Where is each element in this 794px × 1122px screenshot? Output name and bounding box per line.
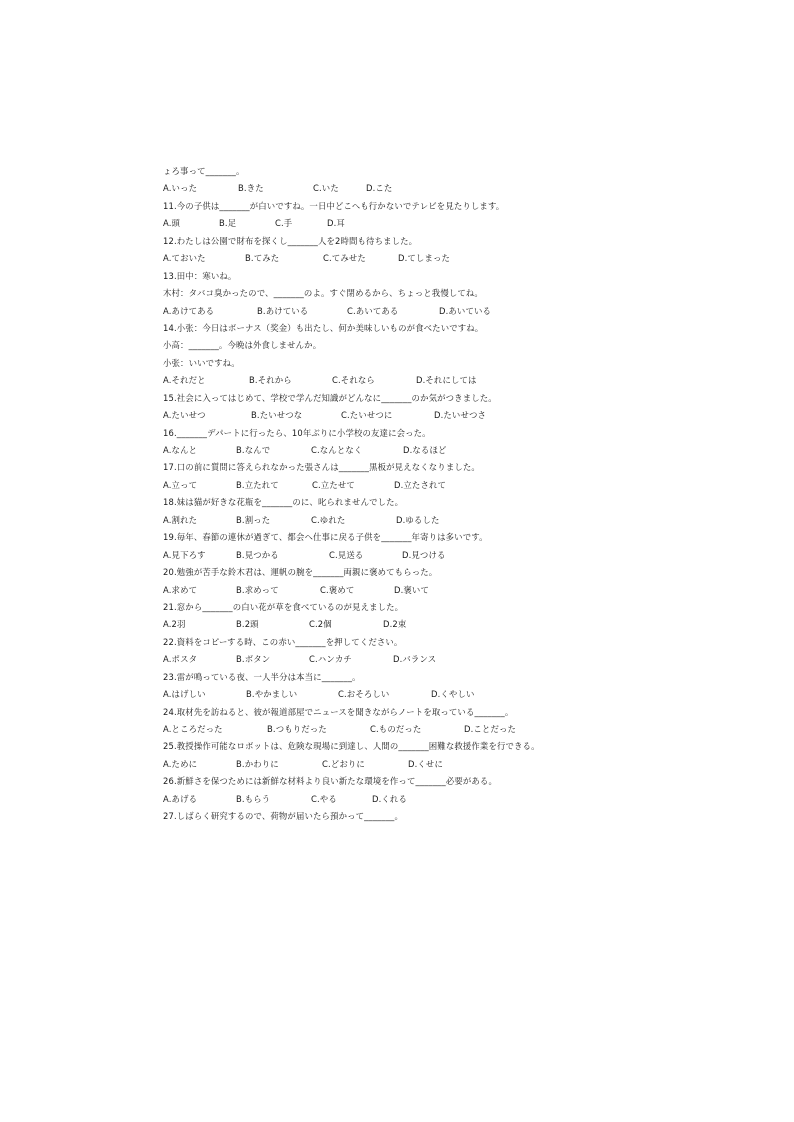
answer-option: D.てしまった [398,253,451,264]
question-line: 19.毎年、春節の連休が過ぎて、都会へ仕事に戻る子供を_______年寄りは多いです。 [163,532,488,543]
answer-options [163,442,763,459]
answer-option: B.見つかる [236,549,279,560]
answer-option: C.2個 [309,619,332,630]
answer-options [163,616,763,633]
answer-option: B.かわりに [236,758,279,769]
answer-option: A.割れた [163,514,198,525]
question-line: 21.窓から_______の白い花が草を食べているのが見えました。 [163,601,404,612]
answer-option: D.褒いて [394,584,429,595]
answer-option: B.なんで [236,445,271,455]
answer-option: C.ものだった [370,724,422,734]
answer-option: B.立たれて [236,479,279,490]
answer-option: C.あいてある [347,305,399,316]
answer-option: A.頭 [163,218,181,229]
answer-option: A.求めて [163,584,198,595]
answer-option: B.てみた [245,253,280,264]
answer-option: C.ハンカチ [309,654,352,665]
answer-option: B.2頭 [236,619,259,630]
answer-option: D.それにしては [416,375,477,386]
answer-option: A.ために [163,758,198,769]
question-line: ょろ事って_______。 [163,166,245,176]
answer-option: A.あけてある [163,305,215,316]
answer-option: D.こた [366,183,393,194]
answer-option: C.手 [275,218,293,229]
answer-option: D.たいせつさ [434,410,487,421]
answer-option: B.たいせつな [251,410,303,421]
answer-options [163,250,763,267]
answer-option: D.ことだった [464,724,517,734]
answer-option: C.なんとなく [311,445,363,455]
question-line: 17.口の前に質問に答えられなかった張さんは_______黒板が見えなくなりました。 [163,462,480,473]
answer-options [163,303,763,320]
answer-option: A.たいせつ [163,410,206,421]
answer-option: B.求めって [236,584,279,595]
question-line: 14.小张：今日はボーナス（奖金）も出たし、何か美味しいものが食べたいですね。 [163,322,484,333]
answer-option: C.たいせつに [341,410,393,421]
answer-option: C.褒めて [320,584,355,595]
answer-options [163,721,763,738]
question-line: 11.今の子供は_______が白いですね。一日中どこへも行かないでテレビを見たりします。 [163,200,505,211]
answer-option: D.くれる [372,793,407,804]
answer-options [163,180,763,197]
answer-option: C.やる [311,793,337,804]
answer-options [163,547,763,564]
answer-option: A.2羽 [163,619,186,630]
answer-options [163,686,763,703]
answer-option: A.ておいた [163,253,206,264]
answer-options [163,582,763,599]
answer-option: A.いった [163,183,198,194]
answer-option: B.やかましい [246,689,298,700]
answer-option: C.ゆれた [311,514,346,525]
answer-option: B.つもりだった [267,724,327,734]
answer-option: B.足 [219,218,237,229]
answer-options [163,756,763,773]
answer-option: D.2束 [383,619,407,630]
question-line: 22.資料をコピーする時、この赤い_______を押してください。 [163,636,403,647]
answer-option: D.なるほど [403,445,447,455]
question-line: 18.妹は猫が好きな花瓶を_______のに、叱られませんでした。 [163,497,404,508]
answer-options [163,651,763,668]
answer-option: B.きた [238,183,264,194]
answer-option: D.くやしい [431,689,475,700]
answer-option: A.ポスタ [163,654,198,665]
exam-questions [163,163,763,826]
question-line: 15.社会に入ってはじめて、学校で学んだ知識がどんなに_______のか気がつきました。 [163,392,497,403]
answer-option: C.見送る [329,549,364,560]
answer-option: A.なんと [163,445,198,455]
answer-option: C.どおりに [322,758,365,769]
answer-option: A.それだと [163,375,206,386]
answer-options [163,791,763,808]
question-line: 16._______デパートに行ったら、10年ぶりに小学校の友達に会った。 [163,427,431,438]
answer-option: A.ところだった [163,724,223,734]
answer-option: D.立たされて [394,479,447,490]
question-line: 20.勉強が苦手な鈴木君は、運帆の腕を_______両親に褒めてもらった。 [163,567,438,578]
answer-option: A.見下ろす [163,549,206,560]
question-line: 24.取材先を訪ねると、彼が報道部屋でニュースを聞きながらノートを取っている_______。 [163,706,514,717]
question-line: 小高：_______。今晩は外食しませんか。 [163,340,322,351]
answer-options [163,477,763,494]
answer-option: B.割った [236,514,271,525]
question-line: 25.教授操作可能なロボットは、危険な現場に到達し、人間の_______困難な救援作業を行できる。 [163,741,540,752]
answer-options [163,512,763,529]
answer-option: D.耳 [327,218,345,229]
answer-option: D.くせに [408,758,443,769]
answer-option: A.はげしい [163,689,206,700]
answer-option: B.それから [249,375,292,386]
question-line: 小张：いいですね。 [163,357,240,368]
question-line: 27.しばらく研究するので、荷物が届いたら預かって_______。 [163,811,404,822]
answer-option: C.おそろしい [338,689,390,700]
answer-option: B.もらう [236,793,271,804]
answer-option: B.ボタン [236,654,271,665]
answer-options [163,372,763,389]
answer-option: C.立たせて [312,479,355,490]
answer-option: D.ゆるした [396,514,440,525]
answer-option: B.あけている [257,305,309,316]
answer-option: D.バランス [393,654,437,665]
question-line: 12.わたしは公園で財布を探くし_______人を2時間も待ちました。 [163,235,418,246]
answer-options [163,407,763,424]
answer-option: D.あいている [439,305,492,316]
answer-option: D.見つける [402,549,446,560]
answer-option: C.いた [313,183,339,194]
question-line: 木村：タバコ臭かったので、_______のよ。すぐ閉めるから、ちょっと我慢してね。 [163,288,483,299]
answer-options [163,215,763,232]
question-line: 26.新鮮さを保つためには新鮮な材料より良い新たな環境を作って_______必要がある。 [163,776,497,787]
answer-option: A.あげる [163,793,198,804]
question-line: 13.田中：寒いね。 [163,270,237,281]
question-line: 23.雷が鳴っている夜、一人半分は本当に_______。 [163,671,361,682]
answer-option: C.それなら [332,375,375,386]
answer-option: A.立って [163,479,198,490]
answer-option: C.てみせた [323,253,366,264]
